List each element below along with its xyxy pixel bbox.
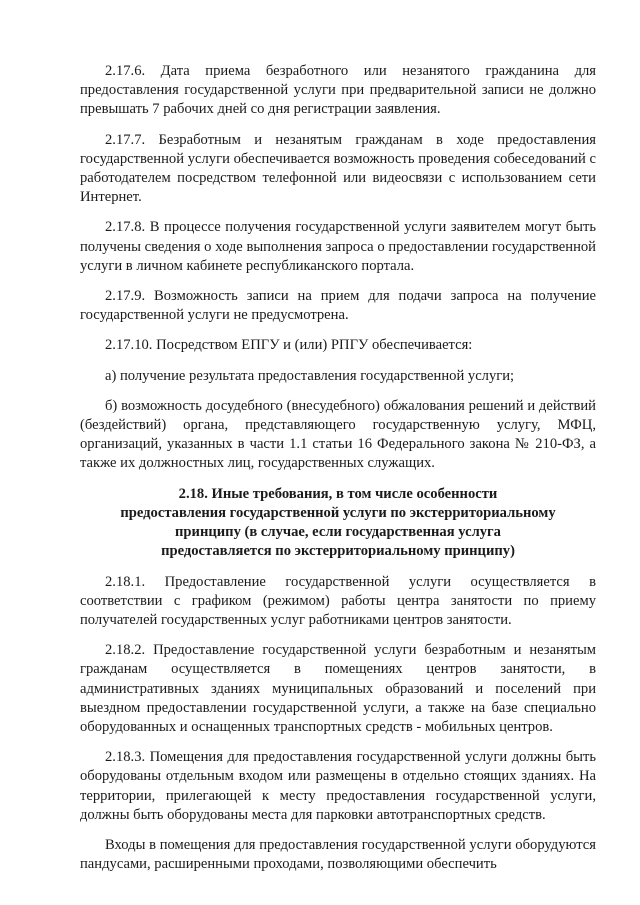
paragraph-item-a: а) получение результата предоставления государственной услуги; [105,367,515,384]
heading-line: 2.18. Иные требования, в том числе особенности [178,485,498,502]
paragraph-2-17-9: 2.17.9. Возможность записи на прием для подачи запроса на получение государственной услуги не предусмотрена. [80,288,596,324]
heading-line: принципу (в случае, если государственная услуга [175,523,501,540]
paragraph-item-b: б) возможность досудебного (внесудебного) обжалования решений и действий (бездействий) органа, представляющего государственную услугу, МФЦ, организаций, указанных в части 1.1 статьи 16 Федерального закона № 210-ФЗ, а также их должностных лиц, государственных служащих. [80,397,596,472]
section-heading-2-18 [80,485,596,561]
paragraph-2-18-1: 2.18.1. Предоставление государственной услуги осуществляется в соответствии с графиком (режимом) работы центра занятости по приему получателей государственных услуг работниками центров занятости. [80,573,596,629]
paragraph-2-17-8: 2.17.8. В процессе получения государственной услуги заявителем могут быть получены сведения о ходе выполнения запроса о предоставлении государственной услуги в личном кабинете республиканского портала. [80,219,596,274]
heading-line: предоставляется по экстерриториальному принципу) [161,542,515,559]
paragraph-2-18-3: 2.18.3. Помещения для предоставления государственной услуги должны быть оборудованы отдельным входом или размещены в отдельно стоящих зданиях. На территории, прилегающей к месту предоставления государственной услуги, должны быть оборудованы места для парковки автотранспортных средств. [80,749,596,823]
paragraph-2-18-2: 2.18.2. Предоставление государственной услуги безработным и незанятым гражданам осуществляется в помещениях центров занятости, в административных зданиях муниципальных образований и поселений при выездном предоставлении государственной услуги, а также на базе специально оборудованных и оснащенных транспортных средств - мобильных центров. [80,642,596,736]
document-page [80,62,596,886]
paragraph-2-17-10: 2.17.10. Посредством ЕПГУ и (или) РПГУ обеспечивается: [105,337,473,354]
paragraph-2-17-7: 2.17.7. Безработным и незанятым гражданам в ходе предоставления государственной услуги обеспечивается возможность проведения собеседований с работодателем посредством телефонной или видеосвязи с использованием сети Интернет. [80,131,596,206]
paragraph-2-17-6: 2.17.6. Дата приема безработного или незанятого гражданина для предоставления государственной услуги при предварительной записи не должно превышать 7 рабочих дней со дня регистрации заявления. [80,63,596,118]
paragraph-entrances: Входы в помещения для предоставления государственной услуги оборудуются пандусами, расширенными проходами, позволяющими обеспечить [80,837,596,873]
heading-line: предоставления государственной услуги по экстерриториальному [120,504,556,521]
